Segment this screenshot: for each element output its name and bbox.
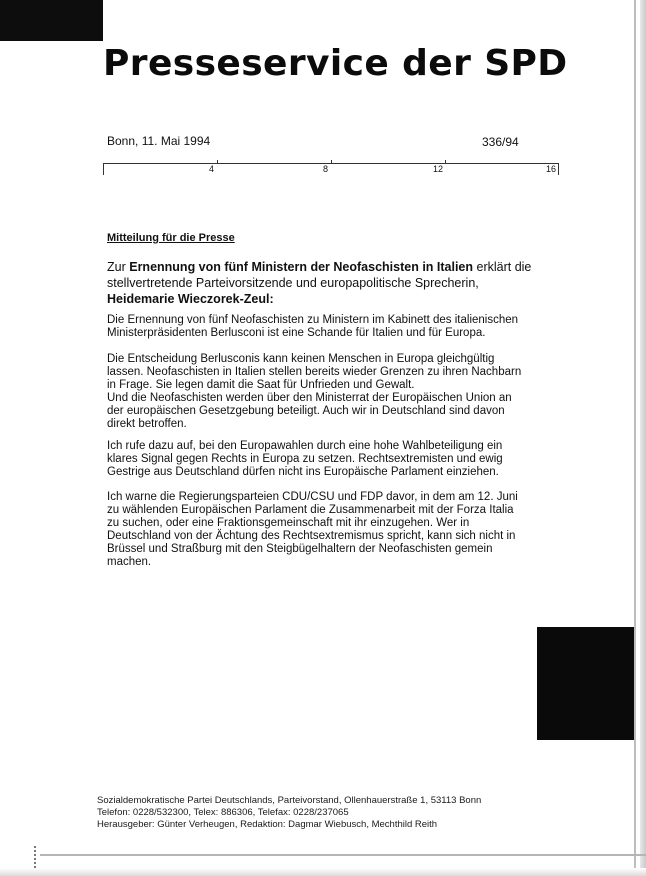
bottom-edge-shade [0, 868, 646, 876]
ruler-label-8: 8 [323, 164, 329, 174]
ruler-tick-12 [445, 160, 446, 164]
paragraph-2a: Die Entscheidung Berlusconis kann keinen Menschen in Europa gleichgültig lassen. Neofaschisten in Italien stellen bereits wieder Grenzen zu ihren Nachbarn in Frage. Sie legen damit die Saat für Unfrieden und Gewalt. [107, 353, 522, 391]
ruler-label-12: 12 [433, 164, 444, 174]
lead-name: Heidemarie Wieczorek-Zeul: [107, 292, 274, 306]
scan-corner-block [0, 0, 103, 41]
scan-black-block [537, 627, 634, 740]
footer-publisher: Herausgeber: Günter Verheugen, Redaktion: Dagmar Wiebusch, Mechthild Reith [97, 819, 438, 830]
ruler-tick-4 [217, 160, 218, 164]
ruler-tick-start [103, 163, 104, 175]
scan-bottom-edge [0, 840, 646, 876]
scan-right-edge-line [634, 0, 636, 876]
ruler [103, 163, 559, 177]
lead-middle: erklärt die stellvertretende Parteivorsitzende und europapolitische Sprecherin, [107, 260, 532, 290]
footer-address: Sozialdemokratische Partei Deutschlands, Parteivorstand, Ollenhauerstraße 1, 53113 Bonn [97, 795, 482, 806]
dateline: Bonn, 11. Mai 1994 [107, 134, 211, 148]
ruler-label-4: 4 [209, 164, 215, 174]
lead-paragraph [107, 259, 537, 307]
paragraph-1: Die Ernennung von fünf Neofaschisten zu Ministern im Kabinett des italienischen Ministerpräsidenten Berlusconi ist eine Schande für Italien und für Europa. [107, 314, 519, 339]
document-number: 336/94 [482, 135, 519, 149]
masthead-title: Presseservice der SPD [103, 43, 568, 84]
ruler-tick-8 [331, 160, 332, 164]
footer [97, 795, 481, 831]
ruler-label-16: 16 [546, 164, 557, 174]
lead-prefix: Zur [107, 260, 130, 274]
paragraph-3: Ich rufe dazu auf, bei den Europawahlen durch eine hohe Wahlbeteiligung ein klares Signal gegen Rechts in Europa zu setzen. Rechtsextremisten und ewig Gestrige aus Deutschland dürfen nicht ins Europäische Parlament einziehen. [107, 440, 503, 478]
ruler-tick-16 [558, 163, 559, 175]
scan-right-edge [640, 0, 646, 876]
paragraph-2 [107, 353, 527, 431]
lead-topic: Ernennung von fünf Ministern der Neofaschisten in Italien [129, 260, 474, 274]
section-heading: Mitteilung für die Presse [107, 232, 235, 244]
bottom-edge-line [40, 854, 646, 856]
paragraph-2b: Und die Neofaschisten werden über den Ministerrat der Europäischen Union an der europäischen Gesetzgebung beteiligt. Auch wir in Deutschland sind davon direkt betroffen. [107, 392, 512, 430]
footer-contact: Telefon: 0228/532300, Telex: 886306, Telefax: 0228/237065 [97, 807, 349, 818]
paragraph-4: Ich warne die Regierungsparteien CDU/CSU und FDP davor, in dem am 12. Juni zu wählenden Europäischen Parlament die Zusammenarbeit mit der Forza Italia zu suchen, oder eine Fraktionsgemeinschaft mit ihr einzugehen. Wer in Deutschland von der Ächtung des Rechtsextremismus spricht, kann sich nicht in Brüssel und Straßburg mit den Steigbügelhaltern der Neofaschisten gemein machen. [107, 491, 518, 568]
